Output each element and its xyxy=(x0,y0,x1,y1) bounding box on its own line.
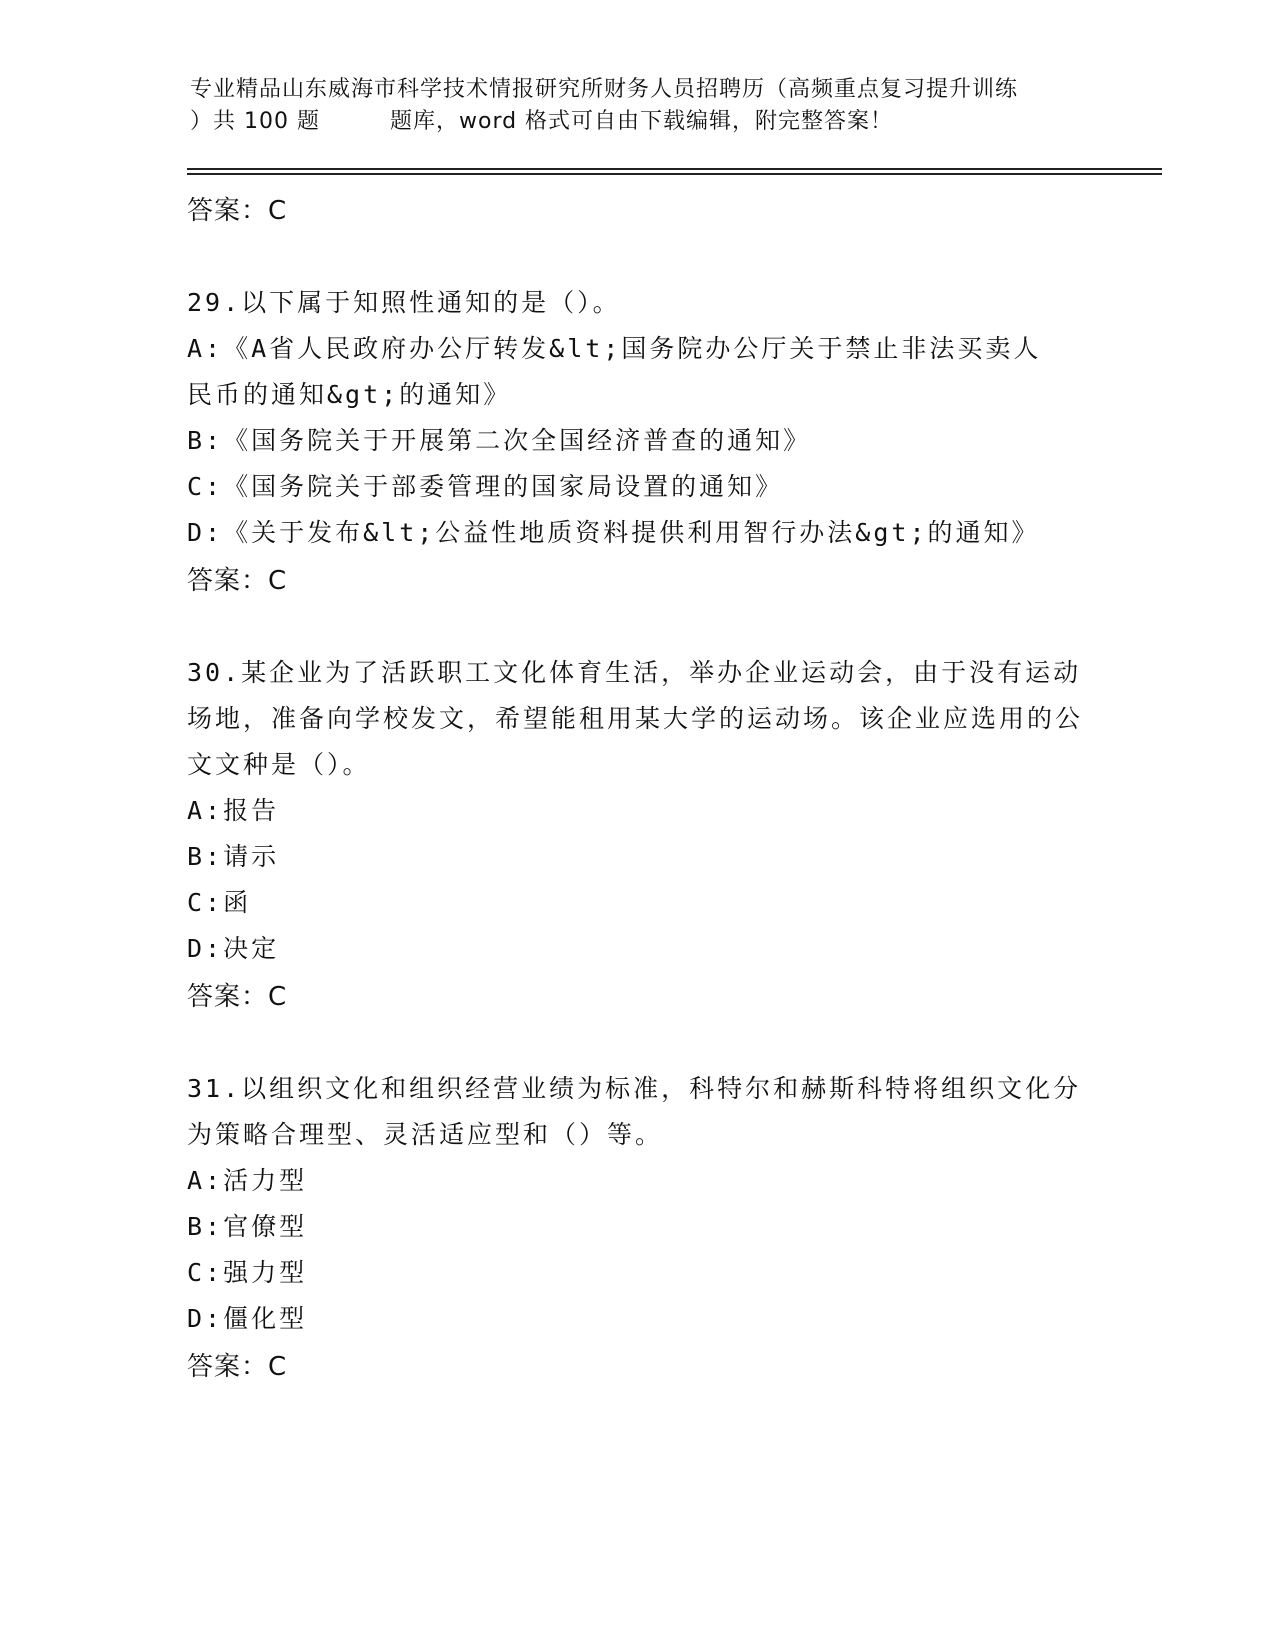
answer: 答案：C xyxy=(187,1352,288,1382)
page-header xyxy=(190,74,1100,138)
previous-answer: 答案：C xyxy=(187,196,288,226)
option-d: D:决定 xyxy=(187,934,280,963)
option-c: C:强力型 xyxy=(187,1258,308,1287)
header-line-1: 专业精品山东威海市科学技术情报研究所财务人员招聘历（高频重点复习提升训练 xyxy=(190,77,1019,102)
option-a: A:报告 xyxy=(187,796,280,825)
option-b: B:官僚型 xyxy=(187,1212,308,1241)
option-d: D:《关于发布&lt;公益性地质资料提供利用智行办法&gt;的通知》 xyxy=(187,518,1040,547)
question-stem: 31.以组织文化和组织经营业绩为标准，科特尔和赫斯科特将组织文化分为策略合理型、灵活适应型和（）等。 xyxy=(187,1074,1082,1149)
question-30 xyxy=(187,650,1087,1022)
header-rule-bottom xyxy=(187,173,1162,175)
header-line-2 xyxy=(190,106,1100,138)
option-a: A:活力型 xyxy=(187,1166,308,1195)
header-description: 题库，word 格式可自由下载编辑，附完整答案！ xyxy=(389,109,894,134)
question-content xyxy=(187,186,1087,1392)
option-c: C:《国务院关于部委管理的国家局设置的通知》 xyxy=(187,472,784,501)
option-c: C:函 xyxy=(187,888,252,917)
header-question-count: ）共 100 题 xyxy=(190,109,320,134)
answer: 答案：C xyxy=(187,566,288,596)
option-b: B:请示 xyxy=(187,842,280,871)
option-a: A:《A省人民政府办公厅转发&lt;国务院办公厅关于禁止非法买卖人 民币的通知&gt;的通知》 xyxy=(187,334,1042,409)
option-d: D:僵化型 xyxy=(187,1304,308,1333)
header-rule-top xyxy=(187,168,1162,170)
option-b: B:《国务院关于开展第二次全国经济普查的通知》 xyxy=(187,426,812,455)
question-stem: 29.以下属于知照性通知的是（）。 xyxy=(187,288,621,317)
question-31 xyxy=(187,1066,1087,1392)
question-stem: 30.某企业为了活跃职工文化体育生活，举办企业运动会，由于没有运动场地，准备向学校发文，希望能租用某大学的运动场。该企业应选用的公文文种是（）。 xyxy=(187,658,1084,779)
answer: 答案：C xyxy=(187,982,288,1012)
question-29 xyxy=(187,280,1087,606)
